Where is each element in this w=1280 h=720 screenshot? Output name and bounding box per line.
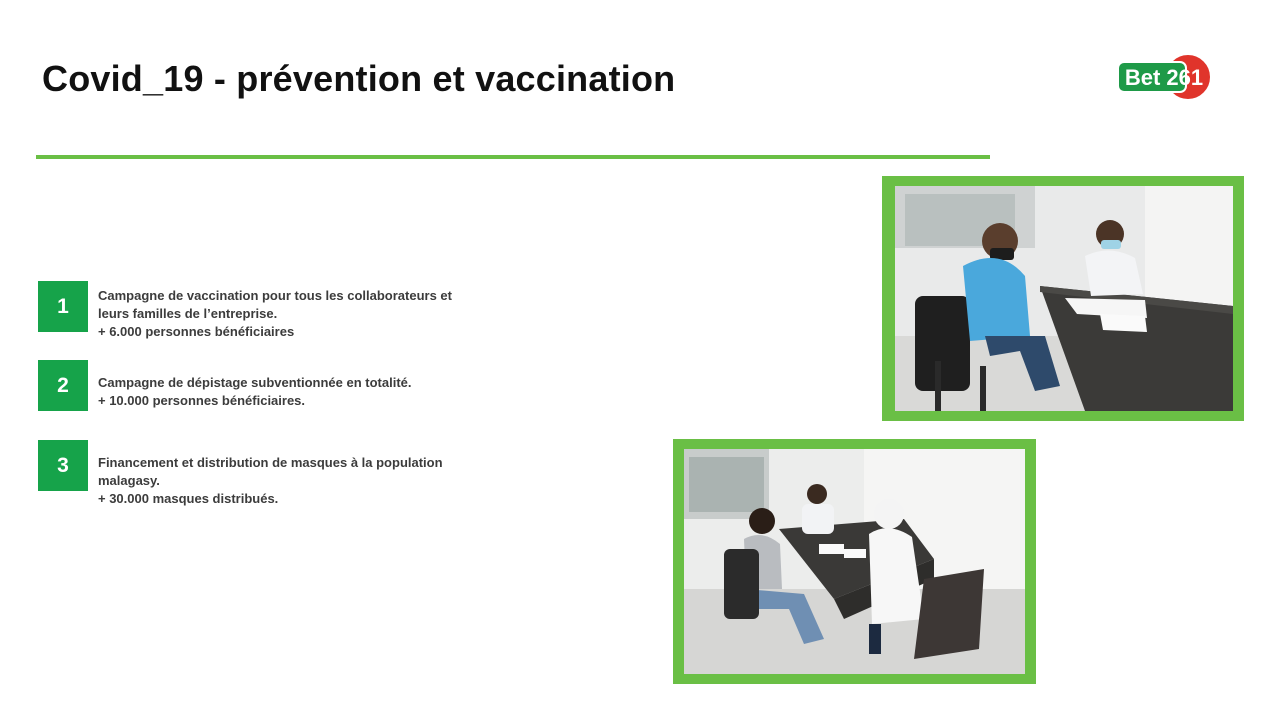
- item-text: [98, 454, 528, 508]
- item-text: [98, 374, 528, 410]
- item-number-box: 2: [38, 360, 88, 411]
- item-line: Campagne de dépistage subventionnée en totalité.: [98, 375, 412, 390]
- consultation-photo: [882, 176, 1244, 421]
- item-line: malagasy.: [98, 473, 160, 488]
- title-underline: [36, 155, 990, 159]
- page-title: Covid_19 - prévention et vaccination: [42, 58, 676, 99]
- bet261-logo: [1116, 52, 1216, 102]
- item-line: leurs familles de l’entreprise.: [98, 306, 278, 321]
- item-line: Financement et distribution de masques à la population: [98, 455, 443, 470]
- logo-text: Bet 261: [1124, 65, 1204, 90]
- item-line: + 6.000 personnes bénéficiaires: [98, 324, 295, 339]
- item-number-box: 3: [38, 440, 88, 491]
- item-line: Campagne de vaccination pour tous les collaborateurs et: [98, 288, 452, 303]
- item-number-box: 1: [38, 281, 88, 332]
- item-line: + 10.000 personnes bénéficiaires.: [98, 393, 306, 408]
- item-line: + 30.000 masques distribués.: [98, 491, 279, 506]
- vaccination-desk-photo: [673, 439, 1036, 684]
- item-text: [98, 287, 528, 341]
